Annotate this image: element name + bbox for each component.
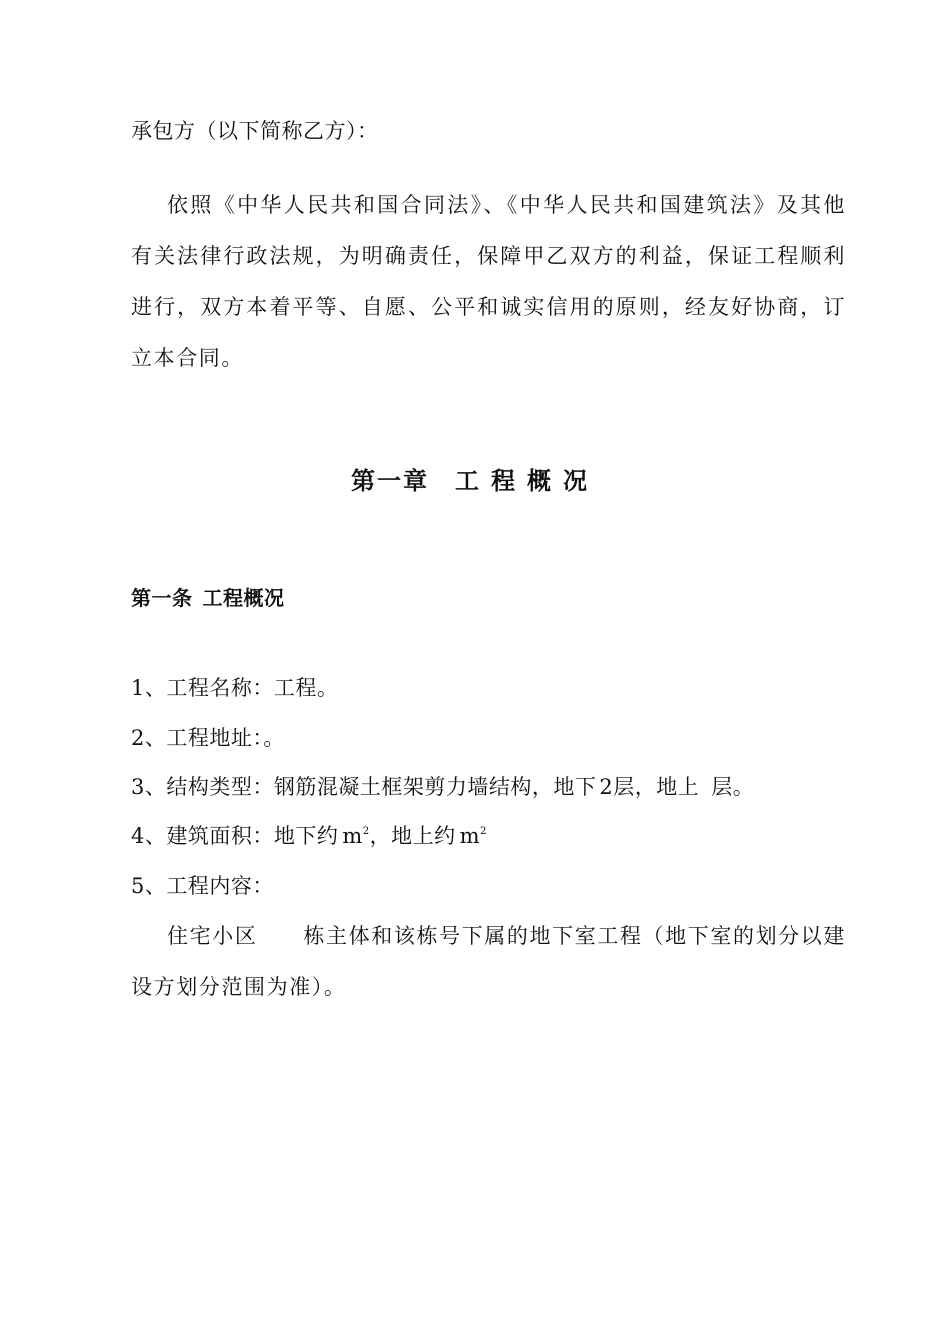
article-number: 第一条 [131, 586, 193, 610]
area-exp-above: 2 [480, 826, 487, 837]
item-project-content: 5、工程内容： [131, 874, 274, 898]
area-prefix: 4、建筑面积：地下约 [131, 824, 339, 848]
item-project-name: 1、工程名称：工程。 [131, 676, 339, 700]
underground-floors: 2 [599, 775, 614, 799]
chapter-heading [0, 463, 950, 499]
intro-paragraph: 依照《中华人民共和国合同法》、《中华人民共和国建筑法》及其他有关法律行政法规，为明确责任，保障甲乙双方的利益，保证工程顺利进行，双方本着平等、自愿、公平和诚实信用的原则，经友好协商，订立本合同。 [131, 193, 846, 370]
item-building-area [131, 821, 487, 851]
article-heading [131, 583, 285, 613]
contractor-line: 承包方（以下简称乙方）： [131, 119, 379, 143]
article-title: 工程概况 [202, 586, 285, 610]
structure-mid: 层，地上 [613, 775, 700, 799]
chapter-title: 工程概况 [455, 467, 599, 495]
content-part1: 住宅小区 [167, 924, 258, 948]
content-part2: 栋主体和该栋号下属的地下室工程（地下室的划分以建设方划分范围为准）。 [131, 924, 846, 999]
area-unit-underground: m [342, 824, 363, 848]
structure-suffix: 层。 [711, 775, 755, 799]
area-mid: ，地上约 [369, 824, 456, 848]
content-paragraph [131, 911, 846, 1013]
structure-prefix: 3、结构类型：钢筋混凝土框架剪力墙结构，地下 [131, 775, 597, 799]
item-project-address: 2、工程地址：。 [131, 726, 285, 750]
item-structure-type [131, 772, 754, 802]
area-unit-above: m [459, 824, 481, 848]
area-exp-underground: 2 [362, 826, 370, 837]
chapter-number: 第一章 [351, 467, 429, 495]
